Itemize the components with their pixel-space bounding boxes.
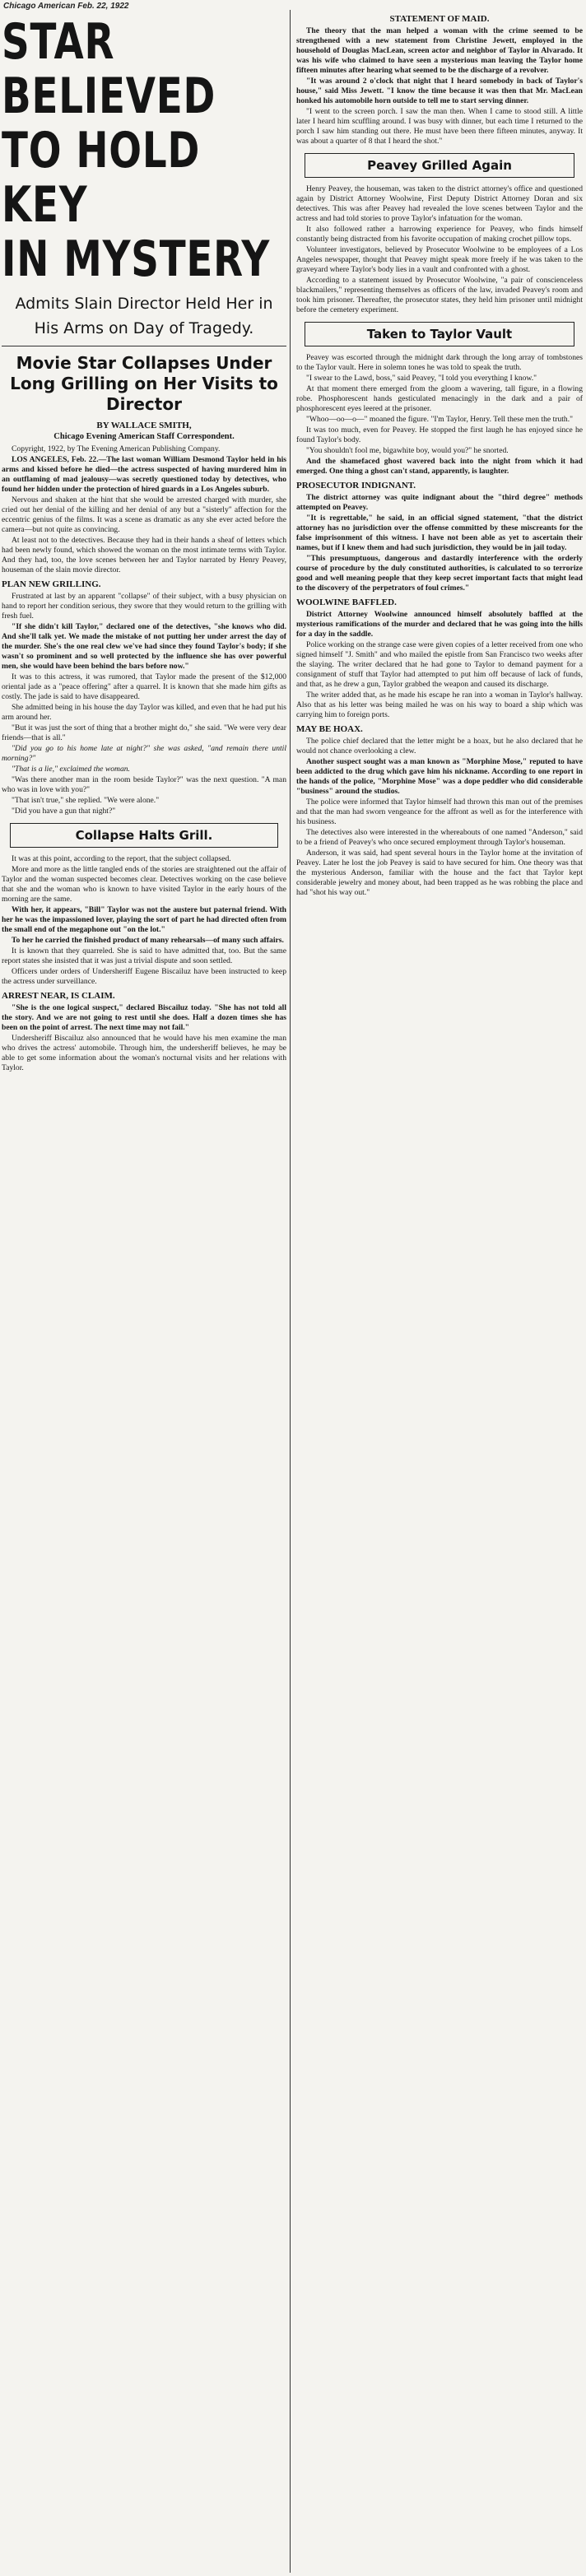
- article-body: [2, 444, 286, 575]
- paragraph: The police chief declared that the letter might be a hoax, but he also declared that he would not chance overlooking a clew.: [296, 737, 583, 756]
- banner-line: IN MYSTERY: [2, 230, 271, 288]
- paragraph: According to a statement issued by Prosecutor Woolwine, "a pair of conscienceless blackmailers," representing themselves as officers of the law, invaded Peavey's room and took him prisoner. Thereafter, the prosecutor states, they held him prisoner until midnight before the cemetery experiment.: [296, 276, 583, 314]
- paragraph: With her, it appears, "Bill" Taylor was not the austere but paternal friend. With her he was the impassioned lover, playing the sort of part he had directed often from the small end of the megaphone out "on the lot.": [2, 905, 286, 934]
- paragraph: Undersheriff Biscailuz also announced that he would have his men examine the man who drives the actress' automobile. Through him, the undersheriff believes, he may be able to get some information about the woman's nocturnal visits and her relations with Taylor.: [2, 1034, 286, 1072]
- paragraph: "Whoo—oo—o—" moaned the figure. "I'm Taylor, Henry. Tell these men the truth.": [306, 415, 574, 424]
- byline: BY WALLACE SMITH,: [96, 421, 192, 430]
- paragraph: "But it was just the sort of thing that a brother might do," she said. "We were very dear friends—that is all.": [2, 723, 286, 742]
- paragraph: "I went to the screen porch. I saw the man then. When I came to stood still. A little later I heard him scuffling around. I was busy with dinner, but each time I returned to the porch I saw him standing out there. He must have been there fifteen minutes, anyway. It was about a quarter of 8 that I heard the shot.": [296, 107, 583, 146]
- paragraph: The police were informed that Taylor himself had thrown this man out of the premises and that the man had sworn vengeance for the affront as well as for the interference with his business.: [296, 797, 583, 826]
- subhead-statement-of-maid: STATEMENT OF MAID.: [389, 14, 490, 24]
- subhead-prosecutor: PROSECUTOR INDIGNANT.: [296, 481, 416, 491]
- subhead-arrest-near: ARREST NEAR, IS CLAIM.: [2, 991, 115, 1001]
- secondary-headline: Movie Star Collapses Under Long Grilling on Her Visits to Director: [10, 353, 278, 414]
- masthead: Chicago American Feb. 22, 1922: [3, 2, 129, 11]
- left-column: [2, 12, 286, 2571]
- article-body: [2, 1003, 286, 1073]
- column-rule: [290, 10, 291, 2573]
- banner-headline: [2, 15, 286, 286]
- paragraph: "I swear to the Lawd, boss," said Peavey, "I told you everything I know.": [306, 374, 537, 383]
- deck-headline: Admits Slain Director Held Her in His Arms on Day of Tragedy.: [2, 291, 286, 346]
- paragraph: Officers under orders of Undersheriff Eugene Biscailuz have been instructed to keep the actress under surveillance.: [2, 967, 286, 986]
- paragraph: "Did you go to his home late at night?" she was asked, "and remain there until morning?": [2, 744, 286, 763]
- paragraph: The detectives also were interested in the whereabouts of one named "Anderson," said to be a friend of Peavey's who once secured employment through Taylor's houseman.: [296, 828, 583, 847]
- paragraph: "That isn't true," she replied. "We were alone.": [12, 796, 160, 805]
- paragraph: It also followed rather a harrowing experience for Peavey, who finds himself constantly being distracted from his favorite occupation of making crochet pillow tops.: [296, 225, 583, 244]
- paragraph: More and more as the little tangled ends of the stories are straightened out the affair of Taylor and the woman suspected becomes clear. Detectives working on the case believe that she and the woman who is known to have visited Taylor in the early hours of the morning are the same.: [2, 865, 286, 904]
- boxed-subhead-collapse: Collapse Halts Grill.: [10, 823, 278, 848]
- paragraph: "This presumptuous, dangerous and dastardly interference with the orderly course of procedure by the duly constituted authorities, is calculated to so terrorize good and well meaning people that they keep secret important facts that might lead to the discovery of the perpetrators of foul crimes.": [296, 554, 583, 593]
- boxed-subhead-peavey: Peavey Grilled Again: [305, 153, 574, 178]
- paragraph: "It was around 2 o'clock that night that I heard somebody in back of Taylor's house," said Miss Jewett. "I know the time because it was then that Mr. MacLean honked his automobile horn outside to tell me to start serving dinner.: [296, 77, 583, 105]
- article-body: [296, 610, 583, 720]
- subhead-woolwine: WOOLWINE BAFFLED.: [296, 598, 397, 607]
- paragraph: "You shouldn't fool me, bigawhite boy, would you?" he snorted.: [306, 446, 509, 455]
- paragraph: Nervous and shaken at the hint that she would be arrested charged with murder, she cried out her denial of the killing and her denial of any but a "sisterly" affection for the eccentric genius of the films. It was a scene as dramatic as any she ever acted before the camera—but not quite as convincing.: [2, 495, 286, 534]
- paragraph: The writer added that, as he made his escape he ran into a woman in Taylor's hallway. Also that as his letter was being mailed he was on his way to board a ship which was carrying him to foreign ports.: [296, 690, 583, 719]
- paragraph: At that moment there emerged from the gloom a wavering, tall figure, in a flowing robe. Phosphorescent hands gesticulated menacingly in the dark and a pair of phosphorescent eyes leered at the prisoner.: [296, 384, 583, 413]
- article-body: [296, 493, 583, 593]
- article-body: [296, 26, 583, 146]
- article-body: [296, 353, 583, 477]
- paragraph: LOS ANGELES, Feb. 22.—The last woman William Desmond Taylor held in his arms and kissed before he died—the actress suspected of having murdered him in an outflaming of mad jealousy—was secretly questioned today by detectives, who found her hidden under the protection of hired guards in a Los Angeles suburb.: [2, 455, 286, 494]
- article-body: [296, 184, 583, 315]
- paragraph: It was to this actress, it was rumored, that Taylor made the present of the $12,000 oriental jade as a "peace offering" after a quarrel. It is known that she made him gifts as costly. The jade is said to have disappeared.: [2, 672, 286, 701]
- paragraph: Volunteer investigators, believed by Prosecutor Woolwine to be employees of a Los Angeles newspaper, thought that Peavey might speak more freely if he was taken to the graveyard where Taylor's body lies in a vault and confronted with a ghost.: [296, 245, 583, 274]
- paragraph: The theory that the man helped a woman with the crime seemed to be strengthened with a new statement from Christine Jewett, employed in the household of Douglas MacLean, screen actor and neighbor of Taylor in Alvarado. It was his wife who claimed to have seen a mysterious man leaving the Taylor home fifteen minutes after hearing what seemed to be the discharge of a revolver.: [296, 26, 583, 75]
- article-body: [296, 737, 583, 898]
- paragraph: Henry Peavey, the houseman, was taken to the district attorney's office and questioned again by District Attorney Woolwine, First Deputy District Attorney Doran and six detectives. This was after Peavey had revealed the love scenes between Taylor and the actress and had told stories to prove Taylor's infatuation for the woman.: [296, 184, 583, 223]
- article-body: [2, 592, 286, 816]
- subhead-hoax: MAY BE HOAX.: [296, 724, 363, 734]
- paragraph: It was too much, even for Peavey. He stopped the first laugh he has enjoyed since he found Taylor's body.: [296, 425, 583, 444]
- paragraph: "She is the one logical suspect," declared Biscailuz today. "She has not told all the story. And we are not going to rest until she does. Half a dozen times she has been on the point of arrest. The next time may not fail.": [2, 1003, 286, 1032]
- subhead-plan-new-grilling: PLAN NEW GRILLING.: [2, 579, 101, 589]
- paragraph: Frustrated at last by an apparent "collapse" of their subject, with a busy physician on hand to report her condition serious, they swore that they would return to the grilling with fresh fuel.: [2, 592, 286, 621]
- byline-affiliation: Chicago Evening American Staff Correspondent.: [53, 432, 235, 441]
- paragraph: At least not to the detectives. Because they had in their hands a sheaf of letters which had been newly found, which showed the woman on the most intimate terms with Taylor. And they had, too, the love scenes between her and Taylor narrated by Henry Peavey, houseman of the slain movie director.: [2, 536, 286, 574]
- paragraph: It is known that they quarreled. She is said to have admitted that, too. But the same report states she insisted that it was just a trivial dispute and soon settled.: [2, 946, 286, 965]
- paragraph: Anderson, it was said, had spent several hours in the Taylor home at the invitation of Peavey. Later he lost the job Peavey is said to have secured for him. One theory was that the mysterious Anderson, familiar with the house and the fact that Taylor kept considerable jewelry and money about, had been trapped as he was robbing the place and had "shot his way out.": [296, 849, 583, 897]
- paragraph: Peavey was escorted through the midnight dark through the long array of tombstones to the Taylor vault. Here in solemn tones he was told to speak the truth.: [296, 353, 583, 372]
- paragraph: To her he carried the finished product of many rehearsals—of many such affairs.: [12, 936, 284, 945]
- paragraph: It was at this point, according to the report, that the subject collapsed.: [12, 854, 231, 863]
- paragraph: "That is a lie," exclaimed the woman.: [12, 765, 130, 774]
- paragraph: "Did you have a gun that night?": [12, 807, 116, 816]
- article-body: [2, 854, 286, 987]
- paragraph: She admitted being in his house the day Taylor was killed, and even that he had put his arm around her.: [2, 703, 286, 722]
- paragraph: "Was there another man in the room beside Taylor?" was the next question. "A man who was in love with you?": [2, 775, 286, 794]
- paragraph: "It is regrettable," he said, in an official signed statement, "that the district attorney has no jurisdiction over the offense committed by these miscreants for the false imprisonment of this witness. I have not been able as yet to ascertain their names, but if I knew them and had such jurisdiction, they would be in jail today.: [296, 514, 583, 552]
- banner-line: TO HOLD KEY: [2, 122, 201, 234]
- boxed-subhead-vault: Taken to Taylor Vault: [305, 322, 574, 346]
- paragraph: District Attorney Woolwine announced himself absolutely baffled at the mysterious ramifications of the murder and declared that he was going into the hills for a day in the saddle.: [296, 610, 583, 639]
- paragraph: And the shamefaced ghost wavered back into the night from which it had emerged. One thing a ghost can't stand, apparently, is laughter.: [296, 457, 583, 476]
- paragraph: Police working on the strange case were given copies of a letter received from one who signed himself "J. Smith" and who mailed the epistle from San Francisco two weeks after the slaying. The writer declared that he had gone to Taylor to demand payment for a consignment of stuff that Taylor had attempted to put him off because of lack of funds, and that, as he drew a gun, Taylor grabbed the weapon and caused its discharge.: [296, 640, 583, 689]
- paragraph: "If she didn't kill Taylor," declared one of the detectives, "she knows who did. And she'll talk yet. We made the mistake of not putting her under arrest the day of the murder. She's the one real clew we've had since they found Taylor's body; if she wasn't so prominent and so well protected by the influence she has over powerful men, she would have been behind the bars before now.": [2, 622, 286, 671]
- paragraph: Copyright, 1922, by The Evening American Publishing Company.: [12, 444, 221, 453]
- banner-line: STAR BELIEVED: [2, 13, 216, 125]
- paragraph: Another suspect sought was a man known as "Morphine Mose," reputed to have been addicted to the drug which gave him his nickname. According to one report in the hands of the police, "Morphine Mose" was a dope peddler who did considerable "business" around the studios.: [296, 757, 583, 796]
- right-column: [296, 12, 583, 2571]
- paragraph: The district attorney was quite indignant about the "third degree" methods attempted on Peavey.: [296, 493, 583, 512]
